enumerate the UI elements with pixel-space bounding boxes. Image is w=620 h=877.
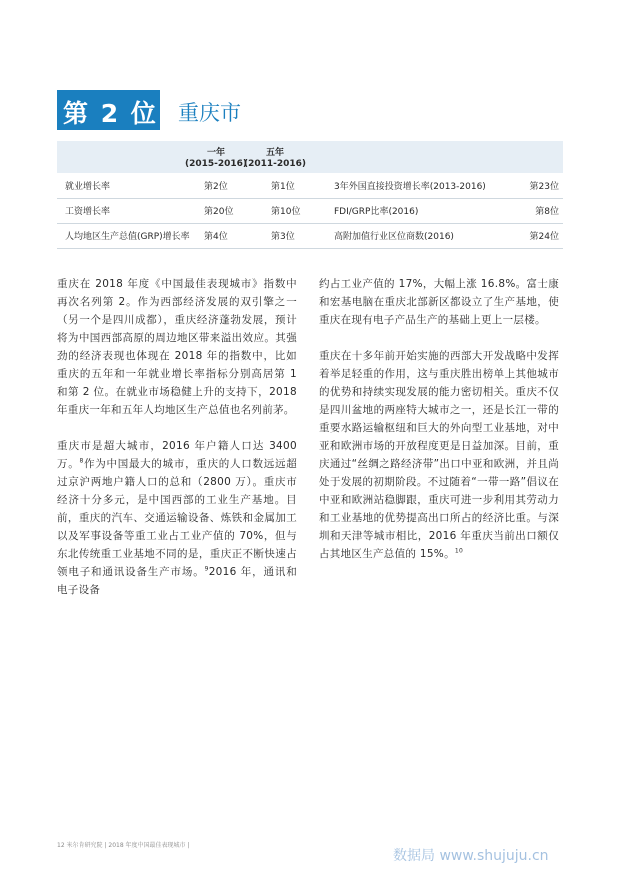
row-five-year-rank: 第3位 (271, 232, 295, 242)
paragraph: 约占工业产值的 17%，大幅上涨 16.8%。富士康和宏基电脑在重庆北部新区都设立了生产基地，使重庆在现有电子产品生产的基础上更上一层楼。 (319, 278, 559, 326)
footnote-ref: 8 (79, 457, 84, 465)
row-label-secondary: 3年外国直接投资增长率(2013-2016) (334, 182, 486, 192)
page-footer: 12 米尔肯研究院 | 2018 年度中国最佳表现城市 | (57, 842, 190, 849)
paragraph: 重庆市是超大城市，2016 年户籍人口达 3400 万。$^8$作为中国最大的城市，重庆的人口数远远超过京沪两地户籍人口的总和（2800 万）。重庆市经济十分多元，是中国西部的工业生产基地。目前，重庆的汽车、交通运输设备、炼铁和金属加工以及军事设备等重工业占工业产值的 70%，但与东北传统重工业基地不同的是，重庆正不断快速占领电子和通讯设备生产市场。$^9$2016 年，通讯和电子设备 (57, 440, 297, 596)
row-label: 人均地区生产总值(GRP)增长率 (65, 232, 190, 242)
column-header-five-year: 五年 (2011-2016) (243, 148, 307, 169)
row-label: 工资增长率 (65, 207, 111, 217)
row-one-year-rank: 第2位 (204, 182, 228, 192)
table-row (57, 201, 563, 224)
footnote-ref: 9 (204, 565, 209, 573)
body-column-left (57, 275, 297, 617)
row-one-year-rank: 第4位 (204, 232, 228, 242)
row-label-secondary: FDI/GRP比率(2016) (334, 207, 419, 217)
body-column-right (319, 275, 559, 581)
row-label: 就业增长率 (65, 182, 111, 192)
row-label-secondary: 高附加值行业区位商数(2016) (334, 232, 454, 242)
watermark: 数据局 www.shujuju.cn (393, 848, 549, 864)
paragraph: 重庆在十多年前开始实施的西部大开发战略中发挥着举足轻重的作用，这与重庆胜出榜单上其他城市的优势和持续实现发展的能力密切相关。重庆不仅是四川盆地的两座特大城市之一，还是长江一带的重要水路运输枢纽和巨大的外向型工业基地，对中亚和欧洲市场的开放程度更是日益加深。目前，重庆通过“丝绸之路经济带”出口中亚和欧洲，并且尚处于发展的初期阶段。不过随着“一带一路”倡议在中亚和欧洲站稳脚跟，重庆可进一步利用其劳动力和工业基地的优势提高出口所占的经济比重。与深圳和天津等城市相比，2016 年重庆当前出口额仅占其地区生产总值的 15%。$^{10}$ (319, 350, 559, 560)
row-rank-secondary: 第23位 (529, 182, 559, 192)
footnote-ref: 10 (454, 547, 464, 555)
row-five-year-rank: 第10位 (271, 207, 301, 217)
table-row (57, 226, 563, 249)
column-header-one-year: 一年 (2015-2016) (184, 148, 248, 169)
row-rank-secondary: 第24位 (529, 232, 559, 242)
paragraph: 重庆在 2018 年度《中国最佳表现城市》指数中再次名列第 2。作为西部经济发展的双引擎之一（另一个是四川成都），重庆经济蓬勃发展，预计将为中国西部高原的周边地区带来溢出效应。其强劲的经济表现也体现在 2018 年的指数中，比如重庆的五年和一年就业增长率指标分别高居第 1 和第 2 位。在就业市场稳健上升的支持下，2018 年重庆一年和五年人均地区生产总值也名列前茅。 (57, 278, 297, 416)
city-title: 重庆市 (178, 101, 241, 125)
row-five-year-rank: 第1位 (271, 182, 295, 192)
row-rank-secondary: 第8位 (535, 207, 559, 217)
row-one-year-rank: 第20位 (204, 207, 234, 217)
rank-label: 第 2 位 (63, 99, 158, 128)
table-row (57, 176, 563, 199)
